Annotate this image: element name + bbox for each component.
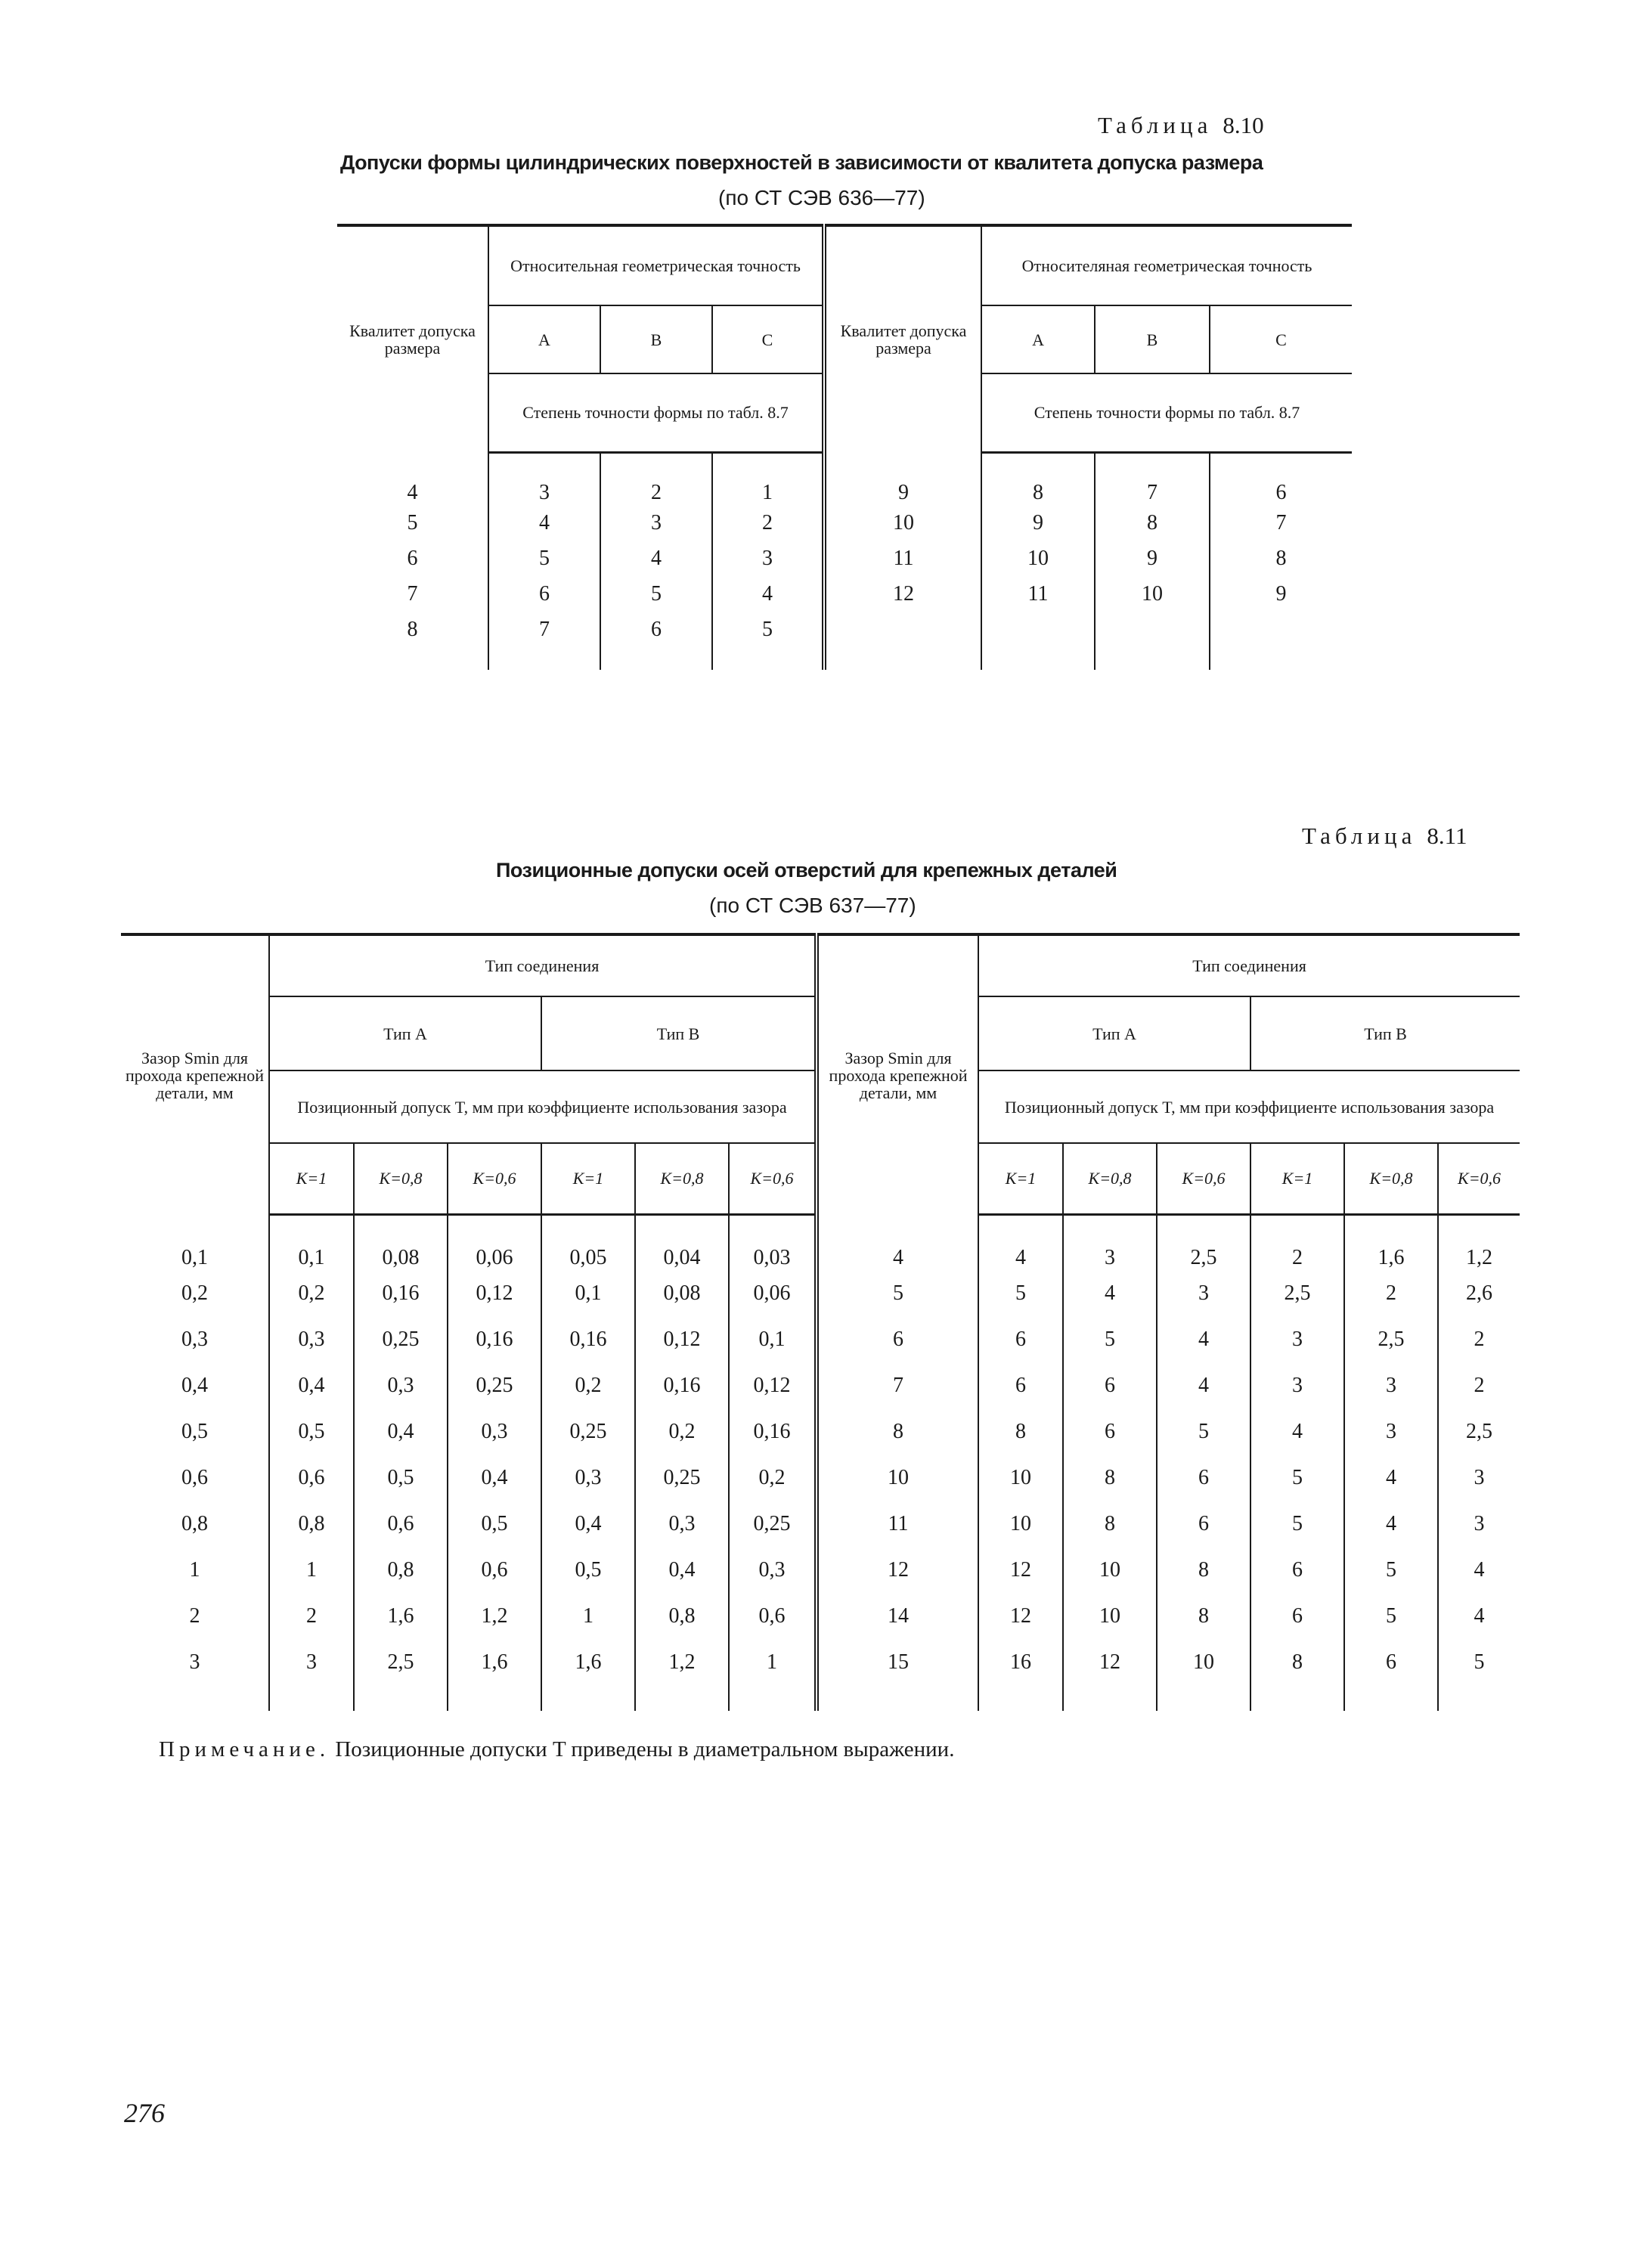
table-cell: 1,6 <box>1344 1214 1438 1270</box>
table-8-11 <box>121 933 1520 1711</box>
header-k-left-5: K=0,6 <box>729 1143 817 1214</box>
table-cell: 11 <box>817 1501 978 1547</box>
header-type-b-left: Тип В <box>541 996 817 1070</box>
table-cell: 0,08 <box>354 1214 448 1270</box>
table-cell: 1,2 <box>635 1639 729 1685</box>
table-cell: 4 <box>1344 1455 1438 1501</box>
table-cell: 1,6 <box>541 1639 635 1685</box>
table-cell: 5 <box>1250 1455 1344 1501</box>
table-cell: 8 <box>981 452 1095 505</box>
table-cell: 1 <box>729 1639 817 1685</box>
table-cell: 2,5 <box>354 1639 448 1685</box>
table-cell: 0,5 <box>354 1455 448 1501</box>
table-8-10-label <box>1098 112 1264 139</box>
table-cell: 0,4 <box>269 1362 354 1408</box>
table-cell: 10 <box>981 541 1095 576</box>
table-cell: 0,2 <box>541 1362 635 1408</box>
table-cell: 7 <box>1275 510 1287 534</box>
table-cell: 10 <box>817 1455 978 1501</box>
header-c-right: С <box>1210 305 1352 373</box>
table-cell: 11 <box>981 576 1095 612</box>
header-k-right-5: K=0,6 <box>1438 1143 1520 1214</box>
table-cell: 1,2 <box>448 1593 541 1639</box>
table-cell: 10 <box>1063 1547 1157 1593</box>
table-cell: 0,4 <box>541 1501 635 1547</box>
table-cell: 10 <box>1095 576 1210 612</box>
table-cell: 10 <box>1157 1639 1250 1685</box>
table-cell: 0,3 <box>635 1501 729 1547</box>
table-cell: 0,2 <box>121 1270 269 1316</box>
table-cell: 0,12 <box>635 1316 729 1362</box>
table-cell: 3 <box>1344 1408 1438 1455</box>
table-cell: 3 <box>1157 1270 1250 1316</box>
header-gap-left <box>121 934 269 1214</box>
table-cell: 6 <box>1250 1593 1344 1639</box>
table-cell: 8 <box>1063 1455 1157 1501</box>
header-qualitet-right: Квалитет допуска размера <box>824 225 981 452</box>
table-8-11-title: Позиционные допуски осей отверстий для крепежных деталей <box>496 859 1117 881</box>
table-cell: 6 <box>337 541 488 576</box>
table-row <box>121 1593 1520 1639</box>
header-degree-right: Степень точности формы по табл. 8.7 <box>981 373 1352 452</box>
table-row <box>121 1214 1520 1270</box>
table-cell: 3 <box>1250 1316 1344 1362</box>
table-row <box>337 541 1352 576</box>
table-cell: 5 <box>1063 1316 1157 1362</box>
table-cell: 0,4 <box>635 1547 729 1593</box>
header-gap-left-text: Зазор Smin для прохода крепежной детали, мм <box>126 1048 264 1102</box>
table-cell: 0,8 <box>354 1547 448 1593</box>
header-connection-left: Тип соединения <box>269 934 817 996</box>
table-cell: 4 <box>488 505 600 541</box>
table-cell: 0,6 <box>448 1547 541 1593</box>
table-cell <box>1210 612 1352 647</box>
table-cell: 0,1 <box>269 1214 354 1270</box>
table-cell: 0,4 <box>354 1408 448 1455</box>
table-row <box>121 1501 1520 1547</box>
table-cell: 3 <box>1474 1465 1485 1489</box>
table-cell: 0,2 <box>635 1408 729 1455</box>
table-cell: 12 <box>1063 1639 1157 1685</box>
note <box>159 1737 954 1762</box>
table-cell: 2 <box>1344 1270 1438 1316</box>
header-type-b-right: Тип В <box>1250 996 1520 1070</box>
table-cell: 2,5 <box>1466 1419 1493 1443</box>
table-8-10 <box>337 224 1352 670</box>
table-cell: 10 <box>1063 1593 1157 1639</box>
table-cell: 12 <box>824 576 981 612</box>
header-pos-tol-right: Позиционный допуск T, мм при коэффициенте использования зазора <box>978 1070 1520 1143</box>
table-cell: 12 <box>817 1547 978 1593</box>
table-cell: 6 <box>1275 481 1287 504</box>
table-cell: 0,2 <box>729 1455 817 1501</box>
table-cell: 6 <box>978 1362 1063 1408</box>
table-cell: 3 <box>1474 1511 1485 1535</box>
table-cell <box>981 612 1095 647</box>
table-cell: 9 <box>1275 581 1287 606</box>
header-k-left-4: K=0,8 <box>635 1143 729 1214</box>
table-cell: 6 <box>1157 1455 1250 1501</box>
table-cell: 0,6 <box>121 1455 269 1501</box>
table-row <box>337 576 1352 612</box>
table-cell: 0,1 <box>729 1316 817 1362</box>
table-cell: 2,5 <box>1344 1316 1438 1362</box>
table-cell: 5 <box>1250 1501 1344 1547</box>
table-cell: 0,08 <box>635 1270 729 1316</box>
header-a-right: А <box>981 305 1095 373</box>
table-cell: 14 <box>817 1593 978 1639</box>
table-cell: 6 <box>600 612 712 647</box>
table-cell: 5 <box>1157 1408 1250 1455</box>
table-cell: 0,25 <box>635 1455 729 1501</box>
note-lead: Примечание. <box>159 1737 330 1761</box>
table-8-10-subtitle: (по СТ СЭВ 636—77) <box>718 186 925 209</box>
table-cell: 12 <box>978 1593 1063 1639</box>
table-cell: 6 <box>1063 1362 1157 1408</box>
table-cell: 0,8 <box>635 1593 729 1639</box>
table-cell: 3 <box>1063 1214 1157 1270</box>
table-row <box>121 1316 1520 1362</box>
table-cell: 5 <box>817 1270 978 1316</box>
table-row <box>121 1455 1520 1501</box>
table-cell: 2 <box>1250 1214 1344 1270</box>
table-cell: 4 <box>1344 1501 1438 1547</box>
table-cell: 0,2 <box>269 1270 354 1316</box>
table-cell: 2,5 <box>1157 1214 1250 1270</box>
table-cell: 4 <box>1157 1316 1250 1362</box>
table-cell: 0,12 <box>729 1362 817 1408</box>
header-b-right: В <box>1095 305 1210 373</box>
table-cell: 8 <box>1157 1593 1250 1639</box>
table-cell: 5 <box>1344 1593 1438 1639</box>
table-cell: 0,8 <box>269 1501 354 1547</box>
header-k-left-0: K=1 <box>269 1143 354 1214</box>
table-cell: 2 <box>121 1593 269 1639</box>
table-cell: 4 <box>817 1214 978 1270</box>
table-cell: 7 <box>337 576 488 612</box>
table-cell: 1 <box>541 1593 635 1639</box>
table-cell: 4 <box>1474 1603 1485 1628</box>
table-cell: 0,1 <box>121 1214 269 1270</box>
table-row <box>337 452 1352 505</box>
table-cell: 12 <box>978 1547 1063 1593</box>
table-cell: 2 <box>1474 1373 1485 1397</box>
table-cell: 6 <box>978 1316 1063 1362</box>
table-cell: 3 <box>1344 1362 1438 1408</box>
header-type-a-right: Тип А <box>978 996 1250 1070</box>
table-cell: 3 <box>121 1639 269 1685</box>
table-cell: 0,12 <box>448 1270 541 1316</box>
header-k-left-3: K=1 <box>541 1143 635 1214</box>
table-cell: 0,8 <box>121 1501 269 1547</box>
table-cell: 3 <box>269 1639 354 1685</box>
table-cell: 0,03 <box>729 1214 817 1270</box>
header-k-left-1: K=0,8 <box>354 1143 448 1214</box>
header-gap-right-text: Зазор Smin для прохода крепежной детали, мм <box>829 1048 968 1102</box>
table-cell: 0,25 <box>354 1316 448 1362</box>
table-cell: 7 <box>1095 452 1210 505</box>
table-cell: 0,1 <box>541 1270 635 1316</box>
table-cell: 2,6 <box>1466 1281 1493 1305</box>
table-cell: 1 <box>121 1547 269 1593</box>
table-row <box>121 1408 1520 1455</box>
table-cell: 4 <box>978 1214 1063 1270</box>
table-cell: 0,4 <box>448 1455 541 1501</box>
header-k-right-3: K=1 <box>1250 1143 1344 1214</box>
table-cell: 9 <box>824 452 981 505</box>
table-row <box>337 612 1352 647</box>
table-cell: 1,2 <box>1466 1246 1493 1269</box>
table-cell: 3 <box>600 505 712 541</box>
table-cell: 8 <box>978 1408 1063 1455</box>
table-cell: 0,16 <box>635 1362 729 1408</box>
table-cell: 4 <box>1474 1557 1485 1582</box>
header-k-left-2: K=0,6 <box>448 1143 541 1214</box>
table-cell: 1,6 <box>448 1639 541 1685</box>
table-cell: 16 <box>978 1639 1063 1685</box>
table-label-number: 8.11 <box>1427 823 1467 849</box>
table-cell: 5 <box>337 505 488 541</box>
header-relative-accuracy-left: Относительная геометрическая точность <box>488 225 824 305</box>
table-cell: 8 <box>1275 546 1287 570</box>
table-cell: 0,5 <box>541 1547 635 1593</box>
table-cell: 3 <box>712 541 824 576</box>
table-cell: 4 <box>1157 1362 1250 1408</box>
table-8-11-label <box>1302 823 1467 850</box>
table-cell: 0,25 <box>541 1408 635 1455</box>
table-cell: 8 <box>1063 1501 1157 1547</box>
table-cell: 0,3 <box>541 1455 635 1501</box>
table-row <box>121 1362 1520 1408</box>
table-cell: 0,3 <box>354 1362 448 1408</box>
table-label-word: Таблица <box>1098 112 1213 138</box>
header-pos-tol-left: Позиционный допуск T, мм при коэффициенте использования зазора <box>269 1070 817 1143</box>
table-cell: 2 <box>600 452 712 505</box>
table-cell: 5 <box>488 541 600 576</box>
table-cell: 2 <box>1474 1327 1485 1351</box>
table-cell: 0,5 <box>121 1408 269 1455</box>
table-cell <box>1095 612 1210 647</box>
table-cell: 8 <box>1095 505 1210 541</box>
table-cell: 0,4 <box>121 1362 269 1408</box>
header-k-right-4: K=0,8 <box>1344 1143 1438 1214</box>
table-cell: 0,6 <box>269 1455 354 1501</box>
table-label-word: Таблица <box>1302 823 1417 849</box>
table-cell: 0,25 <box>729 1501 817 1547</box>
table-cell: 1,6 <box>354 1593 448 1639</box>
table-cell: 8 <box>817 1408 978 1455</box>
header-c-left: С <box>712 305 824 373</box>
table-cell: 0,3 <box>121 1316 269 1362</box>
table-cell: 0,05 <box>541 1214 635 1270</box>
table-cell: 5 <box>1344 1547 1438 1593</box>
table-cell: 10 <box>978 1501 1063 1547</box>
table-cell: 4 <box>600 541 712 576</box>
table-cell <box>824 612 981 647</box>
table-cell: 8 <box>1250 1639 1344 1685</box>
table-cell: 7 <box>817 1362 978 1408</box>
header-type-a-left: Тип А <box>269 996 541 1070</box>
table-cell: 0,06 <box>729 1270 817 1316</box>
note-text: Позиционные допуски T приведены в диаметральном выражении. <box>335 1737 955 1761</box>
table-cell: 6 <box>817 1316 978 1362</box>
table-cell: 0,3 <box>729 1547 817 1593</box>
table-cell: 0,16 <box>541 1316 635 1362</box>
table-cell: 9 <box>981 505 1095 541</box>
table-cell: 5 <box>1474 1650 1485 1674</box>
header-k-right-1: K=0,8 <box>1063 1143 1157 1214</box>
table-cell: 4 <box>1063 1270 1157 1316</box>
table-cell: 0,16 <box>354 1270 448 1316</box>
header-degree-left: Степень точности формы по табл. 8.7 <box>488 373 824 452</box>
table-cell: 10 <box>978 1455 1063 1501</box>
table-cell: 3 <box>1250 1362 1344 1408</box>
table-row <box>337 505 1352 541</box>
table-cell: 0,3 <box>448 1408 541 1455</box>
table-cell: 4 <box>337 452 488 505</box>
table-cell: 7 <box>488 612 600 647</box>
table-cell: 1 <box>269 1547 354 1593</box>
table-cell: 4 <box>1250 1408 1344 1455</box>
table-cell: 0,25 <box>448 1362 541 1408</box>
table-8-11-subtitle: (по СТ СЭВ 637—77) <box>709 894 916 917</box>
table-row <box>121 1270 1520 1316</box>
table-cell: 6 <box>1157 1501 1250 1547</box>
header-gap-right <box>817 934 978 1214</box>
table-row <box>121 1547 1520 1593</box>
table-cell: 5 <box>978 1270 1063 1316</box>
table-cell: 2 <box>269 1593 354 1639</box>
table-cell: 11 <box>824 541 981 576</box>
table-cell: 4 <box>712 576 824 612</box>
table-cell: 0,6 <box>354 1501 448 1547</box>
table-cell: 2 <box>712 505 824 541</box>
table-cell: 0,5 <box>448 1501 541 1547</box>
table-cell: 0,3 <box>269 1316 354 1362</box>
table-cell: 0,16 <box>729 1408 817 1455</box>
table-cell: 6 <box>1250 1547 1344 1593</box>
table-cell: 6 <box>1344 1639 1438 1685</box>
table-cell: 10 <box>824 505 981 541</box>
table-cell: 0,6 <box>729 1593 817 1639</box>
table-cell: 6 <box>488 576 600 612</box>
table-cell: 0,04 <box>635 1214 729 1270</box>
table-cell: 0,06 <box>448 1214 541 1270</box>
table-cell: 1 <box>712 452 824 505</box>
table-cell: 3 <box>488 452 600 505</box>
header-relative-accuracy-right: Относителяная геометрическая точность <box>981 225 1352 305</box>
table-cell: 8 <box>337 612 488 647</box>
table-8-10-title: Допуски формы цилиндрических поверхностей в зависимости от квалитета допуска размера <box>340 151 1263 174</box>
header-b-left: В <box>600 305 712 373</box>
table-cell: 0,16 <box>448 1316 541 1362</box>
table-label-number: 8.10 <box>1223 112 1264 138</box>
header-connection-right: Тип соединения <box>978 934 1520 996</box>
table-cell: 5 <box>712 612 824 647</box>
table-cell: 9 <box>1095 541 1210 576</box>
table-cell: 8 <box>1157 1547 1250 1593</box>
header-a-left: А <box>488 305 600 373</box>
header-qualitet-left: Квалитет допуска размера <box>337 225 488 452</box>
table-cell: 5 <box>600 576 712 612</box>
table-cell: 2,5 <box>1250 1270 1344 1316</box>
header-k-right-0: K=1 <box>978 1143 1063 1214</box>
table-cell: 6 <box>1063 1408 1157 1455</box>
table-row <box>121 1639 1520 1685</box>
header-k-right-2: K=0,6 <box>1157 1143 1250 1214</box>
table-cell: 15 <box>817 1639 978 1685</box>
page-number: 276 <box>124 2098 165 2128</box>
table-cell: 0,5 <box>269 1408 354 1455</box>
